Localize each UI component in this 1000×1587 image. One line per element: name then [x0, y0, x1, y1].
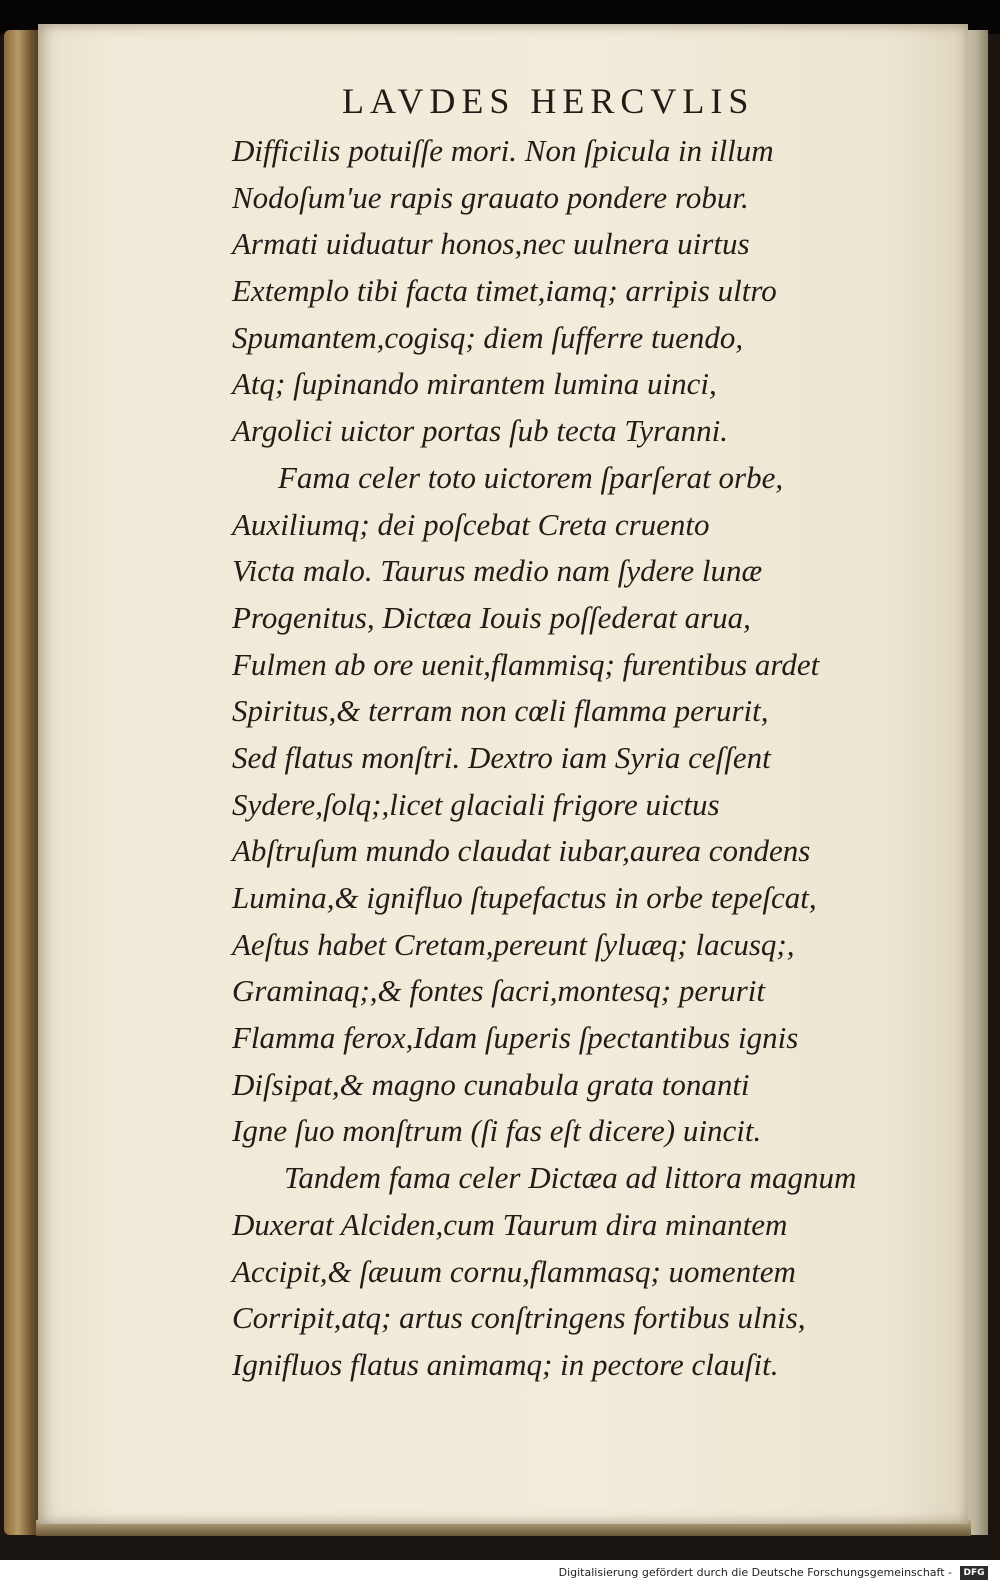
- running-head: LAVDES HERCVLIS: [342, 81, 755, 121]
- verse-line: Graminaq;,& fontes ſacri,montesq; perurit: [232, 973, 765, 1009]
- verse-line: Atq; ſupinando mirantem lumina uinci,: [232, 366, 717, 402]
- verse-line: Flamma ferox,Idam ſuperis ſpectantibus ignis: [232, 1020, 799, 1056]
- verse-line: Nodoſum'ue rapis grauato pondere robur.: [232, 179, 749, 215]
- verse-line: Fulmen ab ore uenit,flammisq; furentibus ardet: [232, 646, 820, 682]
- verse-line: Diſsipat,& magno cunabula grata tonanti: [232, 1066, 750, 1102]
- verse-line: Difficilis potuiſſe mori. Non ſpicula in illum: [232, 133, 774, 168]
- verse-line: Auxiliumq; dei poſcebat Creta cruento: [232, 506, 710, 542]
- verse-text: [232, 128, 932, 1389]
- verse-line: Ignifluos flatus animamq; in pectore clauſit.: [232, 1346, 779, 1382]
- verse-line-paragraph-start: Tandem fama celer Dictæa ad littora magnum: [284, 1160, 857, 1196]
- verse-line: Duxerat Alciden,cum Taurum dira minantem: [232, 1206, 788, 1242]
- verse-line: Accipit,& ſæuum cornu,flammasq; uomentem: [232, 1253, 796, 1289]
- verse-line-paragraph-start: Fama celer toto uictorem ſparſerat orbe,: [278, 459, 784, 495]
- dfg-logo-icon: DFG: [960, 1566, 988, 1580]
- verse-line: Armati uiduatur honos,nec uulnera uirtus: [232, 226, 750, 262]
- verse-line: Igne ſuo monſtrum (ſi fas eſt dicere) uincit.: [232, 1113, 762, 1149]
- verse-line: Lumina,& ignifluo ſtupefactus in orbe tepeſcat,: [232, 880, 817, 915]
- verse-line: Spumantem,cogisq; diem ſufferre tuendo,: [232, 319, 744, 355]
- verse-line: Corripit,atq; artus conſtringens fortibus ulnis,: [232, 1300, 806, 1336]
- verse-line: Progenitus, Dictæa Iouis poſſederat arua,: [232, 599, 751, 635]
- verse-line: Spiritus,& terram non cœli flamma perurit,: [232, 693, 769, 729]
- verse-line: Abſtruſum mundo claudat iubar,aurea condens: [232, 833, 811, 869]
- verse-line: Victa malo. Taurus medio nam ſydere lunæ: [232, 553, 763, 589]
- verse-line: Sed flatus monſtri. Dextro iam Syria ceſſent: [232, 739, 771, 775]
- verse-line: Extemplo tibi facta timet,iamq; arripis ultro: [232, 273, 777, 309]
- digitization-credit: Digitalisierung gefördert durch die Deutsche Forschungsgemeinschaft -: [558, 1566, 952, 1579]
- verse-line: Sydere,ſolq;,licet glaciali frigore uictus: [232, 786, 720, 822]
- verse-line: Argolici uictor portas ſub tecta Tyranni.: [232, 413, 728, 449]
- verse-line: Aeſtus habet Cretam,pereunt ſyluæq; lacusq;,: [232, 926, 795, 962]
